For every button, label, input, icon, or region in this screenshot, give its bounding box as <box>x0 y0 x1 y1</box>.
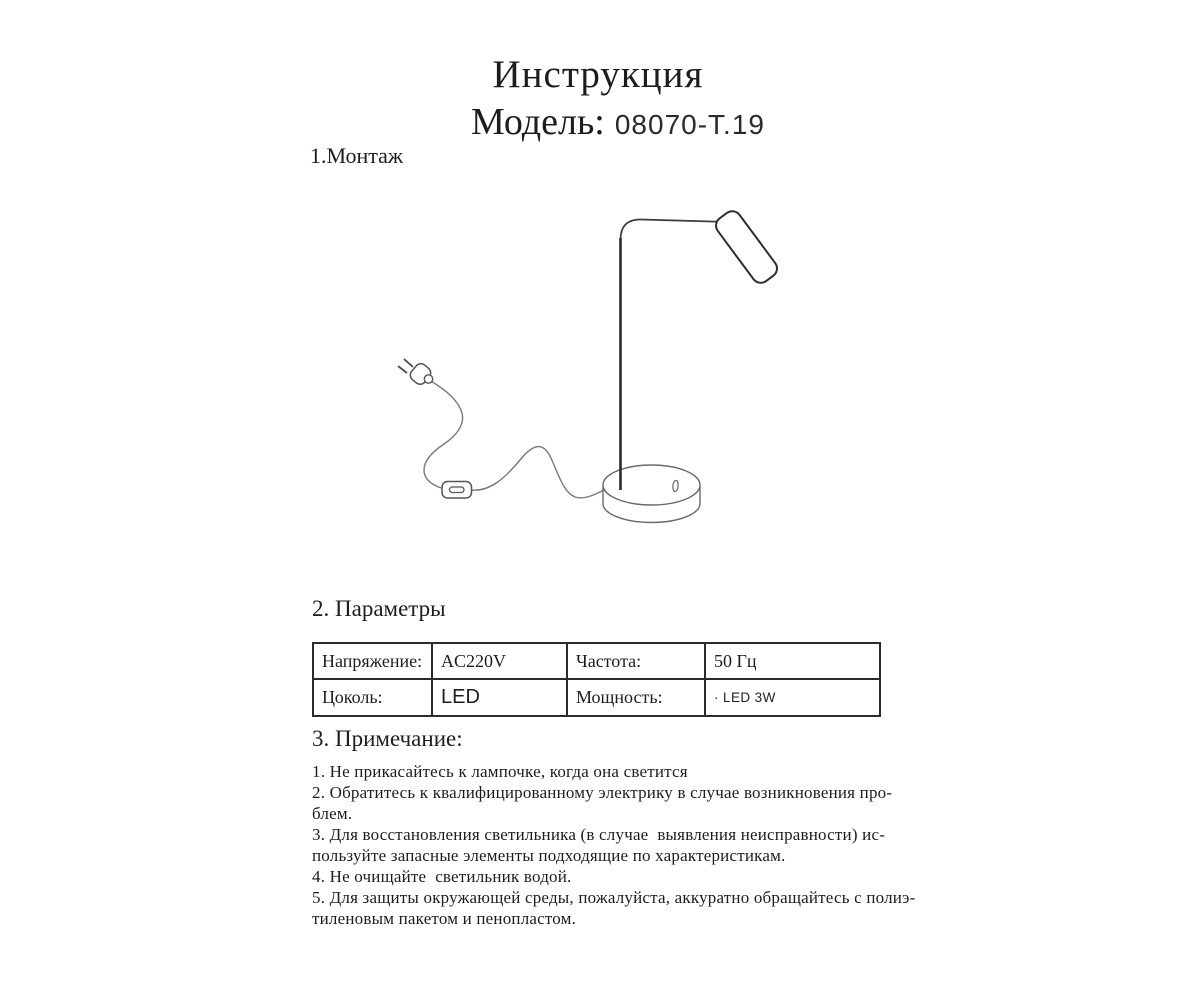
parameters-table <box>312 642 881 717</box>
note-line: тиленовым пакетом и пенопластом. <box>312 909 577 928</box>
note-line: 2. Обратитесь к квалифицированному электрику в случае возникновения про- <box>312 783 893 802</box>
section-heading-montage: 1.Монтаж <box>310 143 404 168</box>
note-line: блем. <box>312 804 353 823</box>
section-heading-notes: 3. Примечание: <box>312 726 463 751</box>
param-frequency-label: Частота: <box>568 644 706 680</box>
note-line: 5. Для защиты окружающей среды, пожалуйста, аккуратно обращайтесь с полиэ- <box>312 888 916 907</box>
model-number: 08070-T.19 <box>614 109 765 140</box>
model-label: Модель: <box>471 101 605 143</box>
page-title: Инструкция <box>492 53 704 96</box>
param-voltage-value: AC220V <box>433 644 568 680</box>
note-line: пользуйте запасные элементы подходящие по характеристикам. <box>312 846 786 865</box>
section-heading-parameters: 2. Параметры <box>312 596 446 621</box>
note-line: 4. Не очищайте светильник водой. <box>312 867 572 886</box>
power-plug <box>398 359 433 387</box>
param-socket-value: LED <box>433 680 568 715</box>
power-cord <box>424 380 604 498</box>
param-power-label: Мощность: <box>568 680 706 715</box>
note-line: 3. Для восстановления светильника (в случае выявления неисправности) ис- <box>312 825 886 844</box>
param-power-value: · LED 3W <box>714 690 776 705</box>
model-line <box>471 100 765 144</box>
inline-switch <box>442 482 472 499</box>
notes-list <box>312 761 915 929</box>
lamp-head <box>712 208 780 287</box>
lamp-pole <box>621 219 730 490</box>
lamp-diagram <box>378 196 802 532</box>
note-line: 1. Не прикасайтесь к лампочке, когда она светится <box>312 762 688 781</box>
param-voltage-label: Напряжение: <box>314 644 433 680</box>
param-socket-label: Цоколь: <box>314 680 433 715</box>
lamp-base <box>603 465 700 523</box>
param-frequency-value: 50 Гц <box>706 644 879 680</box>
